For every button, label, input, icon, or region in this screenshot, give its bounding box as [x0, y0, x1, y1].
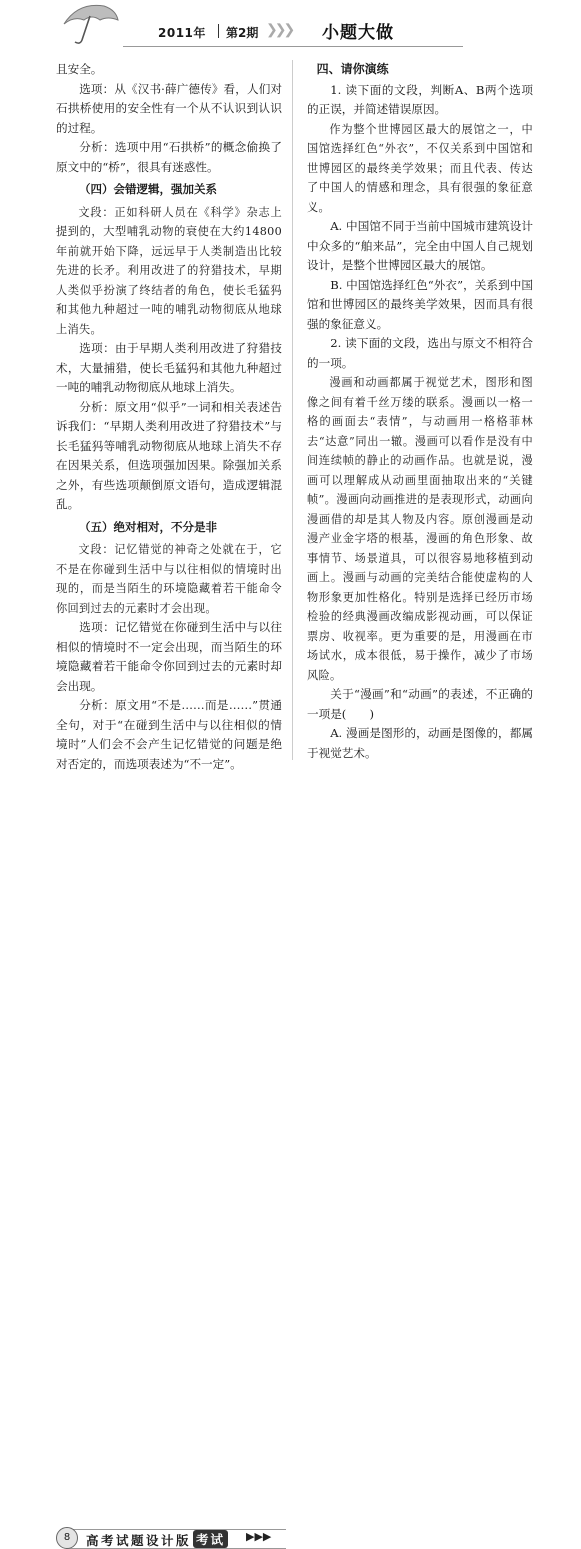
question: 2. 读下面的文段，选出与原文不相符合的一项。 — [307, 336, 533, 370]
column-divider — [292, 60, 293, 760]
page-number: 8 — [56, 1527, 78, 1549]
exercise-heading: 四、请你演练 — [316, 62, 389, 76]
page-footer — [0, 760, 581, 1548]
paragraph: 分析：选项中用“石拱桥”的概念偷换了原文中的“桥”，很具有迷惑性。 — [56, 140, 282, 174]
paragraph: 文段：正如科研人员在《科学》杂志上提到的，大型哺乳动物的衰使在大约14800年前就开始下降，远远早于人类制造出比较先进的长矛。利用改进了的狩猎技术，早期人类似乎扮演了终结者的角色，使长毛猛犸和其他九种超过一吨的哺乳动物彻底从地球上消失。 — [56, 205, 282, 336]
question: 1. 读下面的文段，判断A、B两个选项的正误，并简述错误原因。 — [307, 82, 533, 116]
header-issue: 第2期 — [226, 26, 259, 40]
header-brand: 小题大做 — [322, 23, 394, 43]
section-heading: （五）绝对相对，不分是非 — [79, 519, 217, 534]
paragraph: 且安全。 — [56, 62, 103, 76]
paragraph: 选项：由于早期人类利用改进了狩猎技术，大量捕猎，使长毛猛犸和其他九种超过一吨的哺乳动物彻底从地球上消失。 — [56, 341, 282, 394]
page-header — [0, 0, 581, 46]
option: B. 中国馆选择红色“外衣”，关系到中国馆和世博园区的最终美学效果，因而具有很强的象征意义。 — [307, 277, 533, 331]
paragraph: 分析：原文用“似乎”一词和相关表述告诉我们：“早期人类利用改进了狩猎技术”与长毛猛犸等哺乳动物彻底从地球上消失不存在因果关系，但选项强加因果。除强加关系之外，有些选项颠倒原文语句，造成逻辑混乱。 — [56, 399, 282, 511]
header-arrows-icon: ❯❯❯ — [266, 22, 293, 38]
paragraph: 分析：原文用“不是……而是……”贯通全句，对于“在碰到生活中与以往相似的情境时”人们会不会产生记忆错觉的问题是绝对否定的，而选项表述为“不一定”。 — [56, 698, 282, 771]
right-column — [307, 60, 533, 763]
paragraph: 选项：记忆错觉在你碰到生活中与以往相似的情境时不一定会出现，而当陌生的环境隐藏着若干能命令你回到过去的元素时却会出现。 — [56, 620, 282, 693]
header-year: 2011年 — [158, 26, 206, 40]
paragraph: 文段：记忆错觉的神奇之处就在于，它不是在你碰到生活中与以往相似的情境时出现的，而是当陌生的环境隐藏着若干能命令你回到过去的元素时才会出现。 — [56, 543, 282, 615]
header-separator — [218, 24, 219, 38]
question-prompt: 关于“漫画”和“动画”的表述，不正确的一项是( ) — [307, 687, 533, 721]
option: A. 漫画是图形的，动画是图像的，都属于视觉艺术。 — [307, 726, 533, 760]
option: A. 中国馆不同于当前中国城市建筑设计中众多的“舶来品”，完全由中国人自己规划设计，是整个世博园区最大的展馆。 — [307, 219, 533, 272]
footer-highlight: 考试 — [193, 1530, 228, 1548]
umbrella-logo-icon — [60, 2, 120, 46]
paragraph: 选项：从《汉书·薛广德传》看，人们对石拱桥使用的安全性有一个从不认识到认识的过程。 — [56, 81, 282, 135]
footer-arrows-icon: ▶▶▶ — [246, 1530, 272, 1543]
footer-title: 高考试题设计版 — [86, 1533, 192, 1548]
passage: 漫画和动画都属于视觉艺术，图形和图像之间有着千丝万缕的联系。漫画以一格一格的画面去“表情”，与动画用一格格菲林去“达意”同出一辙。漫画可以看作是没有中间连续帧的静止的动画作品。也就是说，漫画可以理解成从动画里面抽取出来的“关键帧”。漫画向动画推进的是表现形式，动画向漫画借的却是其人物及内容。原创漫画是动漫产业金字塔的根基，漫画的角色形象、故事情节、场景道具，可以很容易地移植到动画上。漫画与动画的完美结合能使虚构的人物形象更加性格化。特别是选择已经历市场检验的经典漫画改编成影视动画，可以保证票房、收视率。更为重要的是，用漫画在市场试水，成本很低，易于操作，减少了市场风险。 — [307, 376, 533, 682]
left-column — [56, 60, 282, 774]
passage: 作为整个世博园区最大的展馆之一，中国馆选择红色“外衣”，不仅关系到中国馆和世博园区的最终美学效果；而且代表、传达了中国人的情感和理念，具有很强的象征意义。 — [307, 122, 533, 214]
section-heading: （四）会错逻辑，强加关系 — [79, 182, 217, 196]
